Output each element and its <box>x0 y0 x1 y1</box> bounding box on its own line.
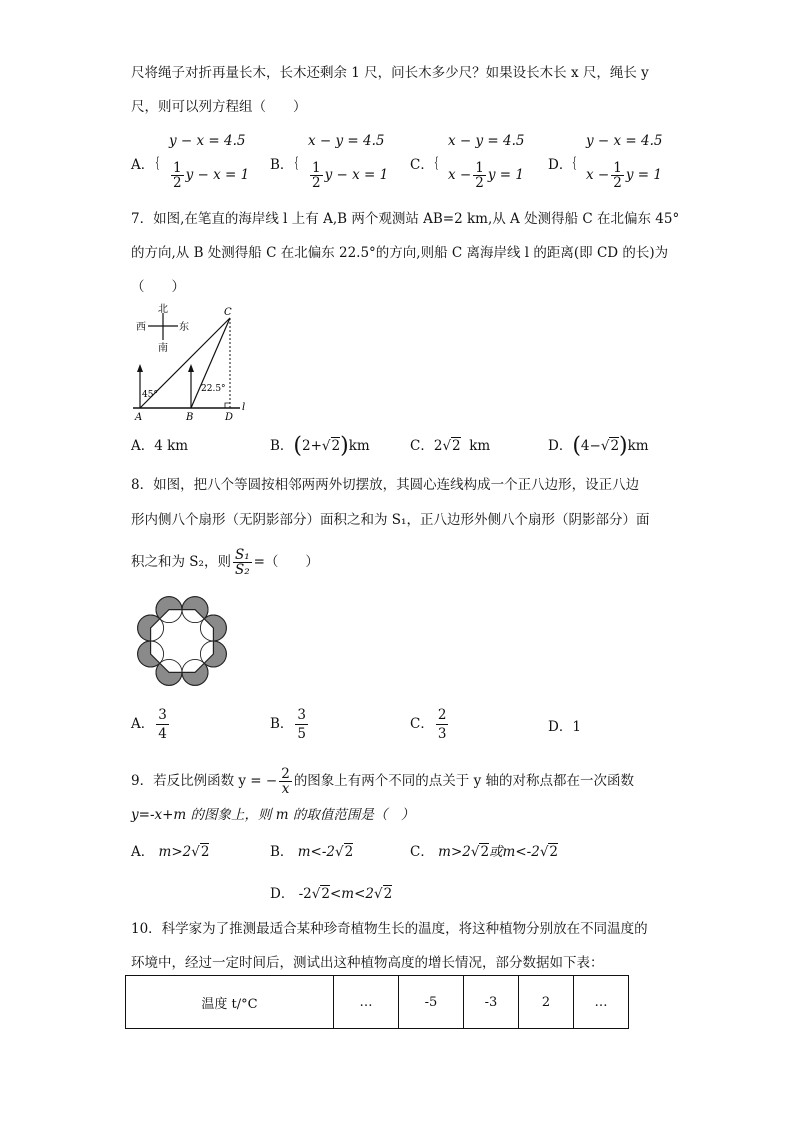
q6-option-a[interactable]: A． { y − x = 4.5 $\frac{1}{2}$ y − x = 1 <box>131 133 250 191</box>
q7-line2: 的方向,从 B 处测得船 C 在北偏东 22.5°的方向,则船 C 离海岸线 l 的距离(即 CD 的长)为 <box>131 245 669 261</box>
q8-option-b[interactable]: B． $\frac{3}{5}$ <box>270 707 307 742</box>
q9-option-c[interactable]: C． m>2√2或m<-2√2 <box>410 844 559 860</box>
label-d: D <box>225 412 234 423</box>
compass-west: 西 <box>136 322 146 333</box>
table-cell: 2 <box>519 976 574 1029</box>
q9-line1: 9．若反比例函数 y = − $\frac{2}{x}$ 的图象上有两个不同的点关于 y 轴的对称点都在一次函数 <box>131 766 635 797</box>
q7-figure <box>128 300 258 425</box>
line-bc <box>191 318 230 408</box>
angle-b-label: 22.5° <box>201 384 226 394</box>
q9-option-d[interactable]: D． -2√2<m<2√2 <box>270 886 393 902</box>
q7-option-d[interactable]: D．(4−√2)km <box>548 433 649 459</box>
q10-line2: 环境中，经过一定时间后，测试出这种植物高度的增长情况，部分数据如下表： <box>131 955 604 971</box>
table-cell: -3 <box>464 976 519 1029</box>
q8-option-a[interactable]: A． $\frac{3}{4}$ <box>131 707 167 742</box>
table-cell: … <box>334 976 399 1029</box>
compass-south: 南 <box>158 343 168 354</box>
q6-option-c[interactable]: C． { x − y = 4.5 x − $\frac{1}{2}$ y = 1 <box>410 133 525 191</box>
q7-option-b[interactable]: B．(2+√2)km <box>270 433 370 459</box>
q6-line1: 尺将绳子对折再量长木，长木还剩余 1 尺，问长木多少尺？如果设长木长 x 尺，绳长 y <box>131 65 649 81</box>
q6-option-d[interactable]: D． { y − x = 4.5 x − $\frac{1}{2}$ y = 1 <box>548 133 663 191</box>
q10-line1: 10．科学家为了推测最适合某种珍奇植物生长的温度，将这种植物分别放在不同温度的 <box>131 921 648 937</box>
table-cell: … <box>574 976 629 1029</box>
label-c: C <box>224 307 232 318</box>
q6-line2: 尺，则可以列方程组（ ） <box>131 99 307 115</box>
table-cell: -5 <box>399 976 464 1029</box>
q8-line3: 积之和为 S₂，则 $\frac{\text{S₁}}{\text{S₂}}$ =（ ） <box>131 547 319 578</box>
q8-option-c[interactable]: C． $\frac{2}{3}$ <box>410 707 447 742</box>
q9-option-b[interactable]: B． m<-2√2 <box>270 844 354 860</box>
compass-north: 北 <box>158 304 168 315</box>
label-l: l <box>242 402 246 413</box>
table-row <box>126 976 629 1029</box>
q9-option-a[interactable]: A． m>2√2 <box>131 844 210 860</box>
q7-line1: 7．如图,在笔直的海岸线 l 上有 A,B 两个观测站 AB=2 km,从 A 处测得船 C 在北偏东 45° <box>131 211 680 227</box>
label-b: B <box>186 412 194 423</box>
q7-option-c[interactable]: C．2√2 km <box>410 438 491 454</box>
q7-line3: （ ） <box>131 279 185 295</box>
q8-line1: 8．如图，把八个等圆按相邻两两外切摆放，其圆心连线构成一个正八边形，设正八边 <box>131 477 640 493</box>
q8-line2: 形内侧八个扇形（无阴影部分）面积之和为 S₁，正八边形外侧八个扇形（阴影部分）面 <box>131 512 650 528</box>
label-a: A <box>135 412 143 423</box>
q9-line2: y=-x+m 的图象上，则 m 的取值范围是（ ） <box>131 807 415 823</box>
q7-option-a[interactable]: A．4 km <box>131 438 189 454</box>
table-header-cell: 温度 t/°C <box>126 976 334 1029</box>
q10-table <box>125 975 629 1029</box>
angle-a-label: 45° <box>142 390 158 400</box>
q6-option-b[interactable]: B． { x − y = 4.5 $\frac{1}{2}$ y − x = 1 <box>270 133 389 191</box>
q8-option-d[interactable]: D．1 <box>548 719 581 735</box>
q8-octagon-circles-figure <box>133 592 231 690</box>
compass-east: 东 <box>179 322 189 333</box>
